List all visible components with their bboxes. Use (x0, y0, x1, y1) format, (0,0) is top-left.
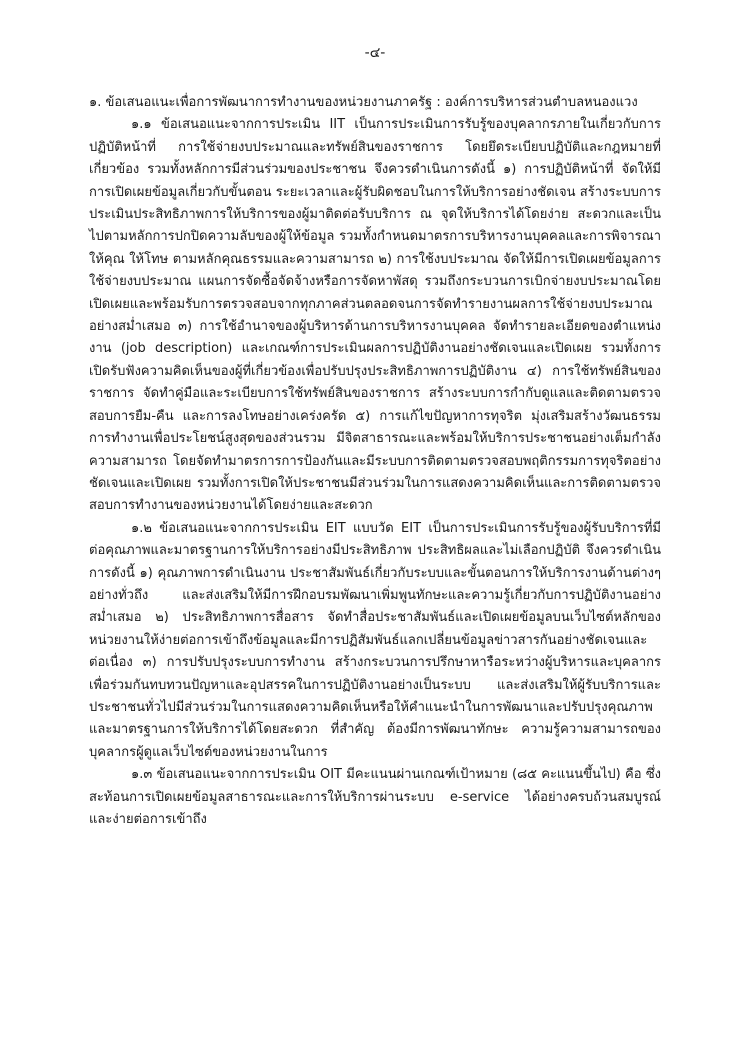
paragraph-eit: ๑.๒ ข้อเสนอแนะจากการประเมิน EIT แบบวัด EIT เป็นการประเมินการรับรู้ของผู้รับบริการที่มีต่อคุณภาพและมาตรฐานการให้บริการอย่างมีประสิทธิภาพ ประสิทธิผลและไม่เลือกปฏิบัติ จึงควรดำเนินการดังนี้ ๑) คุณภาพการดำเนินงาน ประชาสัมพันธ์เกี่ยวกับระบบและขั้นตอนการให้บริการงานด้านต่างๆ อย่างทั่วถึง และส่งเสริมให้มีการฝึกอบรมพัฒนาเพิ่มพูนทักษะและความรู้เกี่ยวกับการปฏิบัติงานอย่างสม่ำเสมอ ๒) ประสิทธิภาพการสื่อสาร จัดทำสื่อประชาสัมพันธ์และเปิดเผยข้อมูลบนเว็บไซต์หลักของหน่วยงานให้ง่ายต่อการเข้าถึงข้อมูลและมีการปฏิสัมพันธ์แลกเปลี่ยนข้อมูลข่าวสารกันอย่างชัดเจนและต่อเนื่อง ๓) การปรับปรุงระบบการทำงาน สร้างกระบวนการปรึกษาหารือระหว่างผู้บริหารและบุคลากรเพื่อร่วมกันทบทวนปัญหาและอุปสรรคในการปฏิบัติงานอย่างเป็นระบบ และส่งเสริมให้ผู้รับบริการและประชาชนทั่วไปมีส่วนร่วมในการแสดงความคิดเห็นหรือให้คำแนะนำในการพัฒนาและปรับปรุงคุณภาพและมาตรฐานการให้บริการได้โดยสะดวก ที่สำคัญ ต้องมีการพัฒนาทักษะ ความรู้ความสามารถของบุคลากรผู้ดูแลเว็บไซต์ของหน่วยงานในการ (89, 520, 661, 760)
page-number: -๔- (364, 45, 386, 61)
document-body (89, 92, 661, 831)
section-heading: ๑. ข้อเสนอแนะเพื่อการพัฒนาการทำงานของหน่วยงานภาครัฐ : องค์การบริหารส่วนตำบลหนองแวง (89, 95, 638, 110)
paragraph-oit: ๑.๓ ข้อเสนอแนะจากการประเมิน OIT มีคะแนนผ่านเกณฑ์เป้าหมาย (๘๕ คะแนนขึ้นไป) คือ ซึ่งสะท้อนการเปิดเผยข้อมูลสาธารณะและการให้บริการผ่านระบบ e-service ได้อย่างครบถ้วนสมบูรณ์ และง่ายต่อการเข้าถึง (89, 767, 661, 827)
paragraph-iit: ๑.๑ ข้อเสนอแนะจากการประเมิน IIT เป็นการประเมินการรับรู้ของบุคลากรภายในเกี่ยวกับการปฏิบัติหน้าที่ การใช้จ่ายงบประมาณและทรัพย์สินของราชการ โดยยึดระเบียบปฏิบัติและกฎหมายที่เกี่ยวข้อง รวมทั้งหลักการมีส่วนร่วมของประชาชน จึงควรดำเนินการดังนี้ ๑) การปฏิบัติหน้าที่ จัดให้มีการเปิดเผยข้อมูลเกี่ยวกับขั้นตอน ระยะเวลาและผู้รับผิดชอบในการให้บริการอย่างชัดเจน สร้างระบบการประเมินประสิทธิภาพการให้บริการของผู้มาติดต่อรับบริการ ณ จุดให้บริการได้โดยง่าย สะดวกและเป็นไปตามหลักการปกปิดความลับของผู้ให้ข้อมูล รวมทั้งกำหนดมาตรการบริหารงานบุคคลและการพิจารณาให้คุณ ให้โทษ ตามหลักคุณธรรมและความสามารถ ๒) การใช้งบประมาณ จัดให้มีการเปิดเผยข้อมูลการใช้จ่ายงบประมาณ แผนการจัดซื้อจัดจ้างหรือการจัดหาพัสดุ รวมถึงกระบวนการเบิกจ่ายงบประมาณโดยเปิดเผยและพร้อมรับการตรวจสอบจากทุกภาคส่วนตลอดจนการจัดทำรายงานผลการใช้จ่ายงบประมาณอย่างสม่ำเสมอ ๓) การใช้อำนาจของผู้บริหารด้านการบริหารงานบุคคล จัดทำรายละเอียดของตำแหน่งงาน (job description) และเกณฑ์การประเมินผลการปฏิบัติงานอย่างชัดเจนและเปิดเผย รวมทั้งการเปิดรับฟังความคิดเห็นของผู้ที่เกี่ยวข้องเพื่อปรับปรุงประสิทธิภาพการปฏิบัติงาน ๔) การใช้ทรัพย์สินของราชการ จัดทำคู่มือและระเบียบการใช้ทรัพย์สินของราชการ สร้างระบบการกำกับดูแลและติดตามตรวจสอบการยืม-คืน และการลงโทษอย่างเคร่งครัด ๕) การแก้ไขปัญหาการทุจริต มุ่งเสริมสร้างวัฒนธรรมการทำงานเพื่อประโยชน์สูงสุดของส่วนรวม มีจิตสาธารณะและพร้อมให้บริการประชาชนอย่างเต็มกำลังความสามารถ โดยจัดทำมาตรการการป้องกันและมีระบบการติดตามตรวจสอบพฤติกรรมการทุจริตอย่างชัดเจนและเปิดเผย รวมทั้งการเปิดให้ประชาชนมีส่วนร่วมในการแสดงความคิดเห็นและการติดตามตรวจสอบการทำงานของหน่วยงานได้โดยง่ายและสะดวก (89, 117, 661, 514)
